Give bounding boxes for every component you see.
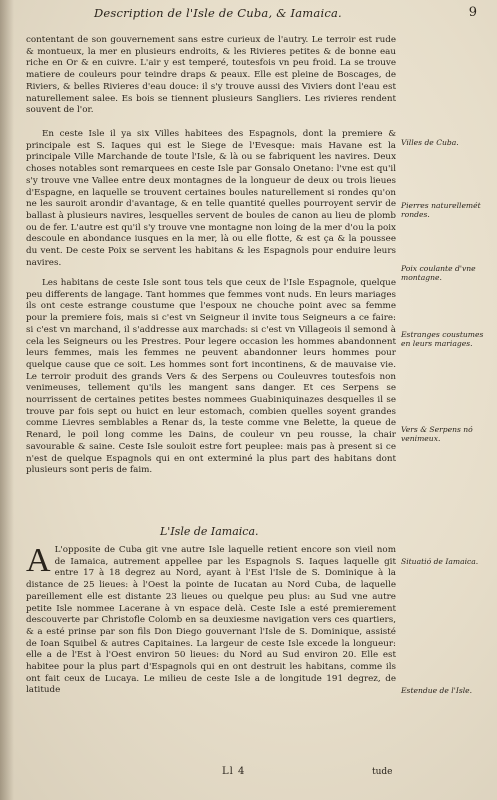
drop-cap: A — [26, 542, 51, 579]
body-column-bottom — [26, 542, 396, 697]
margin-note-villes: Villes de Cuba. — [401, 138, 459, 147]
body-column-top — [26, 35, 396, 117]
body-column-lower — [26, 278, 396, 477]
running-head — [40, 6, 485, 26]
signature-mark: Ll 4 — [222, 766, 246, 777]
paragraph-1: contentant de son gouvernement sans estre curieux de l'autry. Le terroir est rude & montueux, la mer en plusieurs endroits, & les Rivieres petites & de bonne eau riche en Or & en cuivre. L'air y est temperé, toutesfois vn peu froid. La se trouve matiere de couleurs pour teindre draps & peaux. Elle est pleine de Boscages, de Riviers, & belles Rivieres d'eau douce: il s'y trouve aussi des Viviers dont l'eau est naturellement salee. Es bois se tiennent plusieurs Sangliers. Les rivieres rendent souvent de l'or. — [26, 35, 396, 116]
margin-note-situation: Situatió de Iamaica. — [401, 557, 479, 566]
body-column-middle — [26, 129, 396, 269]
page-number: 9 — [468, 5, 477, 20]
paragraph-4: L'opposite de Cuba git vne autre Isle laquelle retient encore son vieil nom de Iamaica, autrement appellee par les Espagnols S. Iaques laquelle git entre 17 à 18 degrez au Nord, ayant à l'Est l'Isle de S. Dominique à la distance de 25 lieues: à l'Oest la pointe de Iucatan au Nord Cuba, de laquelle pareillement elle est distante 23 lieues ou quelque peu plus: au Sud vne autre petite Isle nommee Lacerane à vn espace delà. Ceste Isle a esté premierement descouverte par Christofle Colomb en sa deuxiesme navigation vers ces quartiers, & a esté prinse par son fils Don Diego gouvernant l'Isle de S. Dominique, assisté de Ioan Squibel & autres Capitaines. La largeur de ceste Isle excede la longueur: elle a de l'Est à l'Oest environ 50 lieues: du Nord au Sud environ 20. Elle est habitee pour la plus part d'Espagnols qui en ont destruit les habitans, comme ils ont fait ceux de Lucaya. Le milieu de ceste Isle a de longitude 191 degrez, de latitude — [26, 545, 396, 696]
margin-note-poix: Poix coulante d'vne montagne. — [401, 264, 476, 283]
running-title: Description de l'Isle de Cuba, & Iamaica. — [94, 6, 342, 20]
catchword: tude — [372, 767, 393, 777]
margin-note-serpens: Vers & Serpens nó venimeux. — [401, 425, 473, 444]
paragraph-2: En ceste Isle il ya six Villes habitees des Espagnols, dont la premiere & principale est S. Iaques qui est le Siege de l'Evesque: mais Havane est la principale Ville Marchande de toute l'Isle, & là ou se fabriquent les navires. Deux choses notables sont remarquees en ceste Isle par Gonsalo Onetano: l'vne est qu'il s'y trouve vne Vallee entre deux montagnes de la longueur de deux ou trois lieues d'Espagne, en laquelle se trouvent certaines boules naturellement si rondes qu'on ne les sauroit arondir d'avantage, & en telle quantité quelles pourroyent servir de ballast à plusieurs navires, lesquelles servent de boules de canon au lieu de plomb ou de fer. L'autre est qu'il s'y trouve vne montagne non loing de la mer d'ou la poix descoule en abondance iusques en la mer, là ou elle flotte, & est ça & la poussee du vent. De ceste Poix se servent les habitans & les Espagnols pour enduire leurs navires. — [26, 129, 396, 268]
dropcap-paragraph — [26, 542, 396, 697]
margin-note-estendue: Estendue de l'Isle. — [401, 686, 473, 695]
section-title: L'Isle de Iamaica. — [160, 525, 259, 538]
paragraph-3: Les habitans de ceste Isle sont tous tels que ceux de l'Isle Espagnole, quelque peu differents de langage. Tant hommes que femmes vont nuds. En leurs mariages ils ont ceste estrange coustume que l'espoux ne chouche point avec sa femme pour la premiere fois, mais si c'est vn Seigneur il invite tous Seigneurs a ce faire: si c'est vn marchand, il s'addresse aux marchads: si c'est vn Villageois il semond à cela les Seigneurs ou les Prestres. Pour legere occasion les hommes abandonnent leurs femmes, mais les femmes ne peuvent abandonner leurs hommes pour quelque cause que ce soit. Les hommes sont fort incontinens, & de mauvaise vie. Le terroir produit des grands Vers & des Serpens ou Couleuvres toutesfois non venimeuses, tellement qu'ils les mangent sans danger. Et ces Serpens se nourrissent de certaines petites bestes nommees Guabiniquinazes desquelles il se trouve par fois sept ou huict en leur estomach, combien quelles soyent grandes comme Lievres semblables a Renar ds, la teste comme vne Belette, la queue de Renard, le poil long comme les Dains, de couleur vn peu rousse, la chair savourable & saine. Ceste Isle souloit estre fort peuplee: mais pas à present si ce n'est de quelque Espagnols qui en ont exterminé la plus part des habitans dont plusieurs sont peris de faim. — [26, 278, 396, 476]
margin-note-pierres: Pierres naturellemét rondes. — [401, 201, 481, 220]
margin-note-coustumes: Estranges coustumes en leurs mariages. — [401, 330, 484, 349]
gutter-shadow — [0, 0, 14, 800]
